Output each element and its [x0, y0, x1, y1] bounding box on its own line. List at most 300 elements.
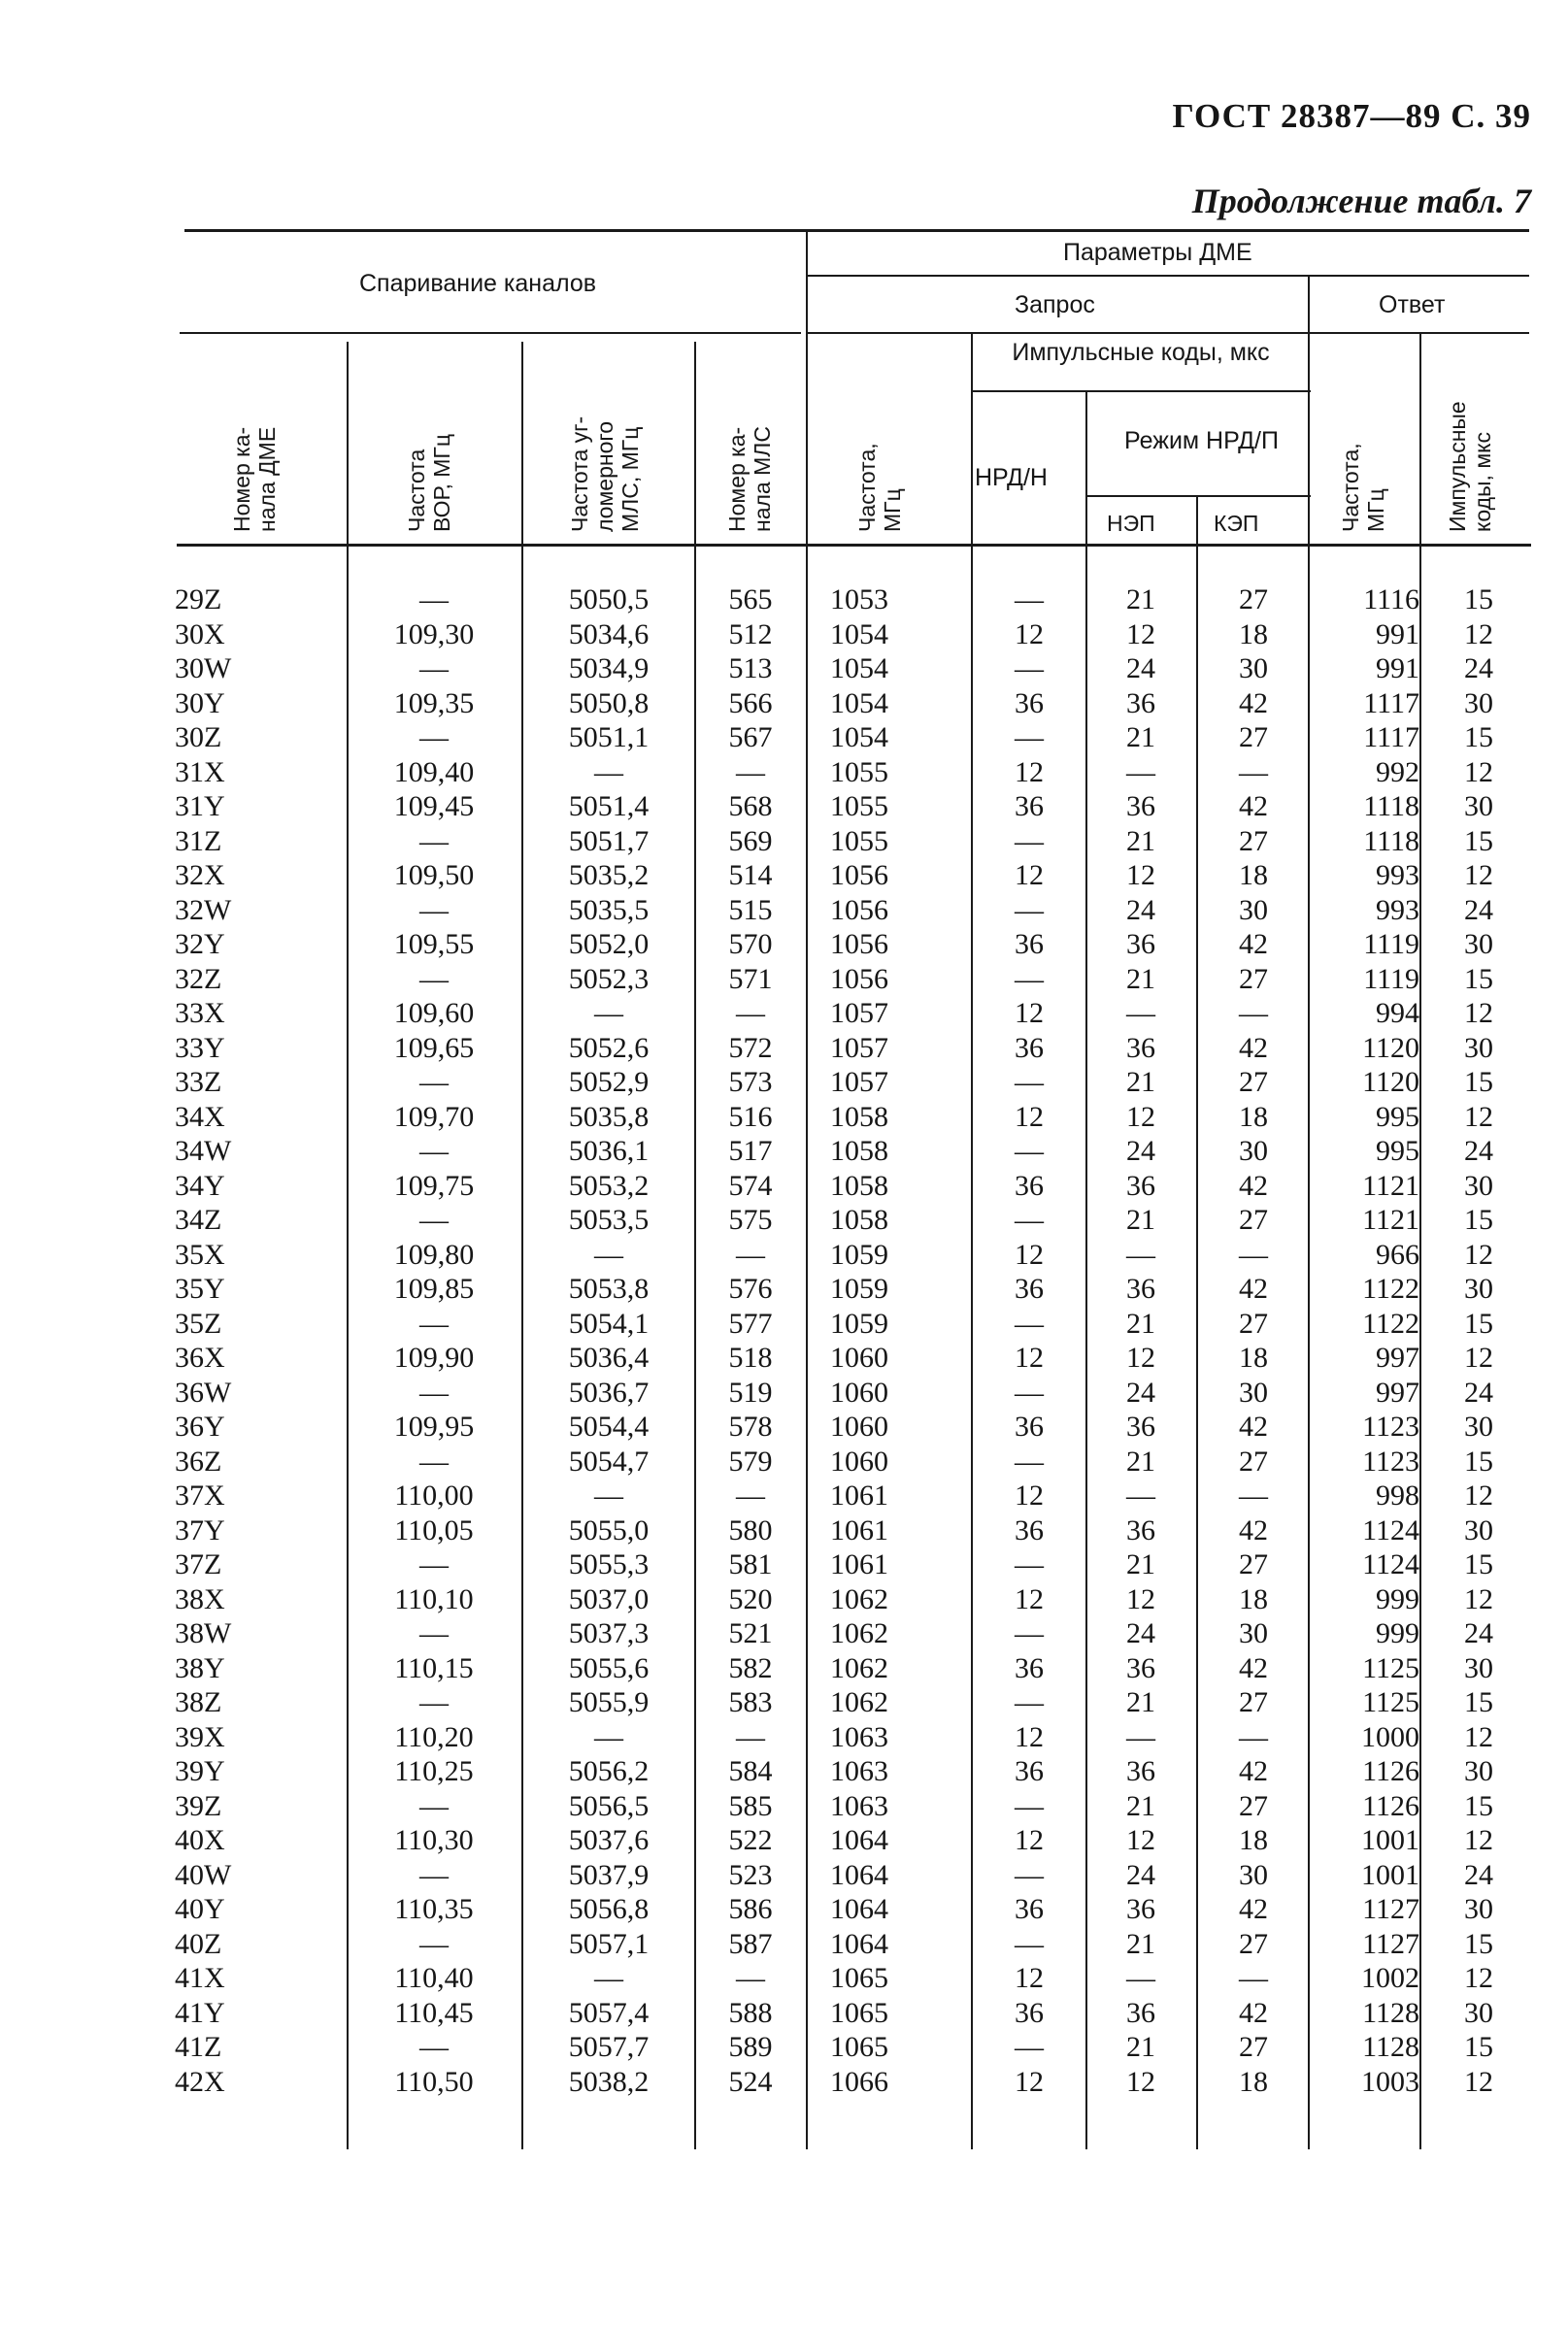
request-freq-cell: 1057 [830, 1031, 888, 1064]
request-freq-cell: 1066 [830, 2065, 888, 2098]
request-freq-cell: 1060 [830, 1342, 888, 1374]
nep-code-cell: — [1126, 755, 1155, 788]
vor-freq-cell: 109,65 [393, 1031, 475, 1064]
dme-channel-cell: 35X [175, 1238, 225, 1271]
reply-code-cell: 30 [1464, 1513, 1493, 1546]
nep-code-cell: 36 [1126, 1996, 1155, 2029]
reply-code-cell: 15 [1464, 1548, 1493, 1580]
mls-channel-cell: 519 [728, 1376, 773, 1409]
mls-angle-freq-cell: — [594, 1720, 623, 1753]
nrd-n-code-cell: 12 [1015, 2065, 1044, 2098]
request-freq-cell: 1064 [830, 1824, 888, 1856]
nep-code-cell: 21 [1126, 583, 1155, 615]
rule-header-bottom [177, 544, 1531, 547]
mls-angle-freq-cell: 5052,0 [568, 928, 650, 960]
reply-code-cell: 15 [1464, 1204, 1493, 1236]
reply-code-cell: 15 [1464, 1927, 1493, 1960]
table-row [0, 1823, 1568, 1858]
vor-freq-cell: 110,25 [394, 1755, 474, 1787]
nep-code-cell: 36 [1126, 1273, 1155, 1305]
mls-channel-cell: 576 [728, 1273, 773, 1305]
request-freq-cell: 1057 [830, 1066, 888, 1098]
mls-angle-freq-cell: 5036,1 [568, 1135, 650, 1167]
mls-channel-cell: — [736, 755, 765, 788]
mls-angle-freq-cell: 5053,5 [568, 1204, 650, 1236]
nrd-n-code-cell: — [1015, 583, 1044, 615]
reply-freq-cell: 1121 [1362, 1204, 1419, 1236]
header-col-reply-freq: Частота, МГц [1338, 443, 1388, 532]
table-row [0, 1858, 1568, 1893]
nep-code-cell: 12 [1126, 1100, 1155, 1133]
reply-code-cell: 30 [1464, 1651, 1493, 1684]
vor-freq-cell: — [419, 1686, 449, 1718]
vor-freq-cell: — [419, 1204, 449, 1236]
kep-code-cell: 42 [1239, 1169, 1268, 1202]
mls-angle-freq-cell: 5035,5 [568, 893, 650, 926]
request-freq-cell: 1061 [830, 1479, 888, 1512]
vor-freq-cell: — [419, 1135, 449, 1167]
dme-channel-cell: 37Y [175, 1513, 225, 1546]
table-caption: Продолжение табл. 7 [1191, 182, 1531, 220]
reply-freq-cell: 1120 [1362, 1066, 1419, 1098]
nep-code-cell: 12 [1126, 859, 1155, 891]
nrd-n-code-cell: 36 [1015, 1651, 1044, 1684]
table-row [0, 2065, 1568, 2100]
mls-channel-cell: 517 [728, 1135, 773, 1167]
request-freq-cell: 1063 [830, 1755, 888, 1787]
table-row [0, 962, 1568, 997]
reply-code-cell: 12 [1464, 1824, 1493, 1856]
mls-angle-freq-cell: — [594, 1479, 623, 1512]
reply-freq-cell: 1001 [1361, 1858, 1419, 1891]
mls-channel-cell: 584 [728, 1755, 773, 1787]
vor-freq-cell: 110,45 [394, 1996, 474, 2029]
table-row [0, 1169, 1568, 1204]
reply-code-cell: 15 [1464, 824, 1493, 857]
vor-freq-cell: 109,45 [393, 790, 475, 822]
kep-code-cell: 30 [1239, 1376, 1268, 1409]
table-row [0, 1616, 1568, 1651]
nep-code-cell: 12 [1126, 1824, 1155, 1856]
reply-freq-cell: 1118 [1363, 824, 1419, 857]
nep-code-cell: 36 [1126, 790, 1155, 822]
dme-channel-cell: 37Z [175, 1548, 222, 1580]
mls-angle-freq-cell: 5051,7 [568, 824, 650, 857]
table-row [0, 1582, 1568, 1617]
dme-channel-cell: 38Y [175, 1651, 225, 1684]
mls-channel-cell: 571 [728, 962, 773, 995]
reply-code-cell: 12 [1464, 1342, 1493, 1374]
kep-code-cell: 27 [1239, 1927, 1268, 1960]
reply-freq-cell: 1128 [1362, 1996, 1419, 2029]
reply-freq-cell: 1127 [1362, 1927, 1419, 1960]
table-row [0, 1547, 1568, 1582]
nep-code-cell: — [1126, 1962, 1155, 1994]
table-row [0, 1410, 1568, 1445]
header-nep: НЭП [1107, 511, 1155, 536]
nep-code-cell: 21 [1126, 2031, 1155, 2063]
nep-code-cell: 12 [1126, 617, 1155, 650]
dme-channel-cell: 33Y [175, 1031, 225, 1064]
dme-channel-cell: 35Z [175, 1307, 222, 1340]
vor-freq-cell: — [419, 2031, 449, 2063]
dme-channel-cell: 30Y [175, 686, 225, 719]
mls-channel-cell: 518 [728, 1342, 773, 1374]
table-row [0, 996, 1568, 1031]
dme-channel-cell: 41Y [175, 1996, 225, 2029]
header-pairing: Спаривание каналов [359, 270, 597, 297]
vor-freq-cell: 109,70 [393, 1100, 475, 1133]
mls-channel-cell: 515 [728, 893, 773, 926]
mls-angle-freq-cell: 5038,2 [568, 2065, 650, 2098]
dme-channel-cell: 29Z [175, 583, 222, 615]
mls-angle-freq-cell: 5052,6 [568, 1031, 650, 1064]
kep-code-cell: — [1239, 1238, 1268, 1271]
table-row [0, 927, 1568, 962]
reply-freq-cell: 1001 [1361, 1824, 1419, 1856]
mls-channel-cell: — [736, 1720, 765, 1753]
kep-code-cell: 18 [1239, 1100, 1268, 1133]
kep-code-cell: 42 [1239, 1273, 1268, 1305]
vor-freq-cell: — [419, 721, 449, 753]
nrd-n-code-cell: 36 [1015, 1755, 1044, 1787]
nrd-n-code-cell: 12 [1015, 1479, 1044, 1512]
reply-freq-cell: 1126 [1362, 1789, 1419, 1822]
header-col-reply-codes: Импульсные коды, мкс [1445, 401, 1495, 532]
vor-freq-cell: — [419, 1307, 449, 1340]
dme-channel-cell: 38Z [175, 1686, 222, 1718]
nrd-n-code-cell: — [1015, 1135, 1044, 1167]
dme-channel-cell: 41X [175, 1962, 225, 1994]
reply-code-cell: 12 [1464, 617, 1493, 650]
mls-channel-cell: 569 [728, 824, 773, 857]
mls-channel-cell: 589 [728, 2031, 773, 2063]
table-row [0, 1134, 1568, 1169]
reply-code-cell: 30 [1464, 1031, 1493, 1064]
request-freq-cell: 1062 [830, 1686, 888, 1718]
kep-code-cell: 30 [1239, 893, 1268, 926]
reply-code-cell: 12 [1464, 997, 1493, 1029]
mls-angle-freq-cell: 5054,7 [568, 1445, 650, 1478]
mls-angle-freq-cell: 5054,1 [568, 1307, 650, 1340]
nep-code-cell: 24 [1126, 1376, 1155, 1409]
reply-code-cell: 24 [1464, 652, 1493, 684]
nep-code-cell: 36 [1126, 1169, 1155, 1202]
nrd-n-code-cell: 12 [1015, 1824, 1044, 1856]
reply-freq-cell: 1002 [1361, 1962, 1419, 1994]
nrd-n-code-cell: 36 [1015, 1169, 1044, 1202]
kep-code-cell: 27 [1239, 1066, 1268, 1098]
nrd-n-code-cell: — [1015, 1204, 1044, 1236]
mls-angle-freq-cell: 5051,1 [568, 721, 650, 753]
dme-channel-cell: 39X [175, 1720, 225, 1753]
mls-angle-freq-cell: 5055,3 [568, 1548, 650, 1580]
nrd-n-code-cell: — [1015, 1307, 1044, 1340]
dme-channel-cell: 41Z [175, 2031, 222, 2063]
vor-freq-cell: 110,50 [394, 2065, 474, 2098]
nep-code-cell: 24 [1126, 652, 1155, 684]
kep-code-cell: 27 [1239, 721, 1268, 753]
vor-freq-cell: — [419, 652, 449, 684]
table-row [0, 617, 1568, 652]
request-freq-cell: 1053 [830, 583, 888, 615]
vor-freq-cell: 109,35 [393, 686, 475, 719]
request-freq-cell: 1060 [830, 1445, 888, 1478]
reply-freq-cell: 1120 [1362, 1031, 1419, 1064]
vor-freq-cell: — [419, 1066, 449, 1098]
vor-freq-cell: 110,20 [394, 1720, 474, 1753]
rule-pulse-under [971, 390, 1311, 392]
header-col-vor-freq: Частота ВОР, МГц [404, 433, 454, 532]
reply-code-cell: 12 [1464, 1238, 1493, 1271]
mls-angle-freq-cell: 5037,9 [568, 1858, 650, 1891]
kep-code-cell: 27 [1239, 1445, 1268, 1478]
request-freq-cell: 1064 [830, 1858, 888, 1891]
nrd-n-code-cell: — [1015, 824, 1044, 857]
mls-angle-freq-cell: 5036,7 [568, 1376, 650, 1409]
nrd-n-code-cell: 12 [1015, 997, 1044, 1029]
request-freq-cell: 1063 [830, 1720, 888, 1753]
table-row [0, 1996, 1568, 2031]
mls-channel-cell: 524 [728, 2065, 773, 2098]
vor-freq-cell: 109,55 [393, 928, 475, 960]
reply-freq-cell: 997 [1376, 1342, 1419, 1374]
table-row [0, 1754, 1568, 1789]
request-freq-cell: 1065 [830, 1996, 888, 2029]
reply-code-cell: 30 [1464, 1996, 1493, 2029]
kep-code-cell: — [1239, 1962, 1268, 1994]
mls-angle-freq-cell: 5050,8 [568, 686, 650, 719]
reply-code-cell: 12 [1464, 1962, 1493, 1994]
table-row [0, 1272, 1568, 1307]
reply-freq-cell: 1121 [1362, 1169, 1419, 1202]
mls-channel-cell: 522 [728, 1824, 773, 1856]
dme-channel-cell: 42X [175, 2065, 225, 2098]
mls-angle-freq-cell: — [594, 1238, 623, 1271]
mls-channel-cell: 570 [728, 928, 773, 960]
nrd-n-code-cell: 12 [1015, 1720, 1044, 1753]
nrd-n-code-cell: 12 [1015, 1342, 1044, 1374]
reply-freq-cell: 1003 [1361, 2065, 1419, 2098]
header-nrd-n: НРД/Н [975, 464, 1048, 491]
vor-freq-cell: 110,30 [394, 1824, 474, 1856]
nep-code-cell: 21 [1126, 962, 1155, 995]
reply-code-cell: 12 [1464, 1720, 1493, 1753]
nep-code-cell: — [1126, 997, 1155, 1029]
nrd-n-code-cell: — [1015, 1548, 1044, 1580]
mls-channel-cell: 586 [728, 1893, 773, 1925]
nrd-n-code-cell: — [1015, 962, 1044, 995]
nrd-n-code-cell: — [1015, 1445, 1044, 1478]
mls-channel-cell: — [736, 1479, 765, 1512]
nrd-n-code-cell: — [1015, 1927, 1044, 1960]
request-freq-cell: 1060 [830, 1376, 888, 1409]
reply-freq-cell: 1122 [1362, 1307, 1419, 1340]
kep-code-cell: 30 [1239, 1135, 1268, 1167]
kep-code-cell: 30 [1239, 652, 1268, 684]
nrd-n-code-cell: 12 [1015, 859, 1044, 891]
dme-channel-cell: 30X [175, 617, 225, 650]
nep-code-cell: 24 [1126, 1135, 1155, 1167]
nrd-n-code-cell: 12 [1015, 1962, 1044, 1994]
table-row [0, 686, 1568, 721]
header-kep: КЭП [1214, 511, 1259, 536]
vor-freq-cell: — [419, 1548, 449, 1580]
mls-angle-freq-cell: 5057,4 [568, 1996, 650, 2029]
vor-freq-cell: 110,10 [394, 1582, 474, 1615]
reply-freq-cell: 1127 [1362, 1893, 1419, 1925]
nep-code-cell: 36 [1126, 1755, 1155, 1787]
vor-freq-cell: — [419, 1789, 449, 1822]
nep-code-cell: 36 [1126, 928, 1155, 960]
table-row [0, 1479, 1568, 1513]
mls-angle-freq-cell: 5053,8 [568, 1273, 650, 1305]
request-freq-cell: 1058 [830, 1100, 888, 1133]
table-row [0, 1307, 1568, 1342]
reply-code-cell: 24 [1464, 1858, 1493, 1891]
request-freq-cell: 1056 [830, 928, 888, 960]
mls-angle-freq-cell: 5050,5 [568, 583, 650, 615]
mls-angle-freq-cell: 5052,3 [568, 962, 650, 995]
request-freq-cell: 1058 [830, 1135, 888, 1167]
reply-freq-cell: 966 [1376, 1238, 1419, 1271]
mls-channel-cell: 512 [728, 617, 773, 650]
reply-freq-cell: 992 [1376, 755, 1419, 788]
reply-code-cell: 15 [1464, 1307, 1493, 1340]
kep-code-cell: 18 [1239, 1824, 1268, 1856]
dme-channel-cell: 40Z [175, 1927, 222, 1960]
dme-channel-cell: 37X [175, 1479, 225, 1512]
kep-code-cell: 27 [1239, 824, 1268, 857]
mls-channel-cell: 514 [728, 859, 773, 891]
reply-freq-cell: 1119 [1363, 928, 1419, 960]
reply-freq-cell: 991 [1376, 652, 1419, 684]
nep-code-cell: 21 [1126, 1204, 1155, 1236]
reply-code-cell: 24 [1464, 1376, 1493, 1409]
request-freq-cell: 1064 [830, 1927, 888, 1960]
reply-code-cell: 30 [1464, 790, 1493, 822]
reply-freq-cell: 1125 [1362, 1686, 1419, 1718]
mls-angle-freq-cell: 5053,2 [568, 1169, 650, 1202]
request-freq-cell: 1059 [830, 1307, 888, 1340]
dme-channel-cell: 40W [175, 1858, 232, 1891]
table-row [0, 2030, 1568, 2065]
vor-freq-cell: 110,00 [394, 1479, 474, 1512]
vor-freq-cell: 109,95 [393, 1411, 475, 1443]
reply-code-cell: 30 [1464, 1273, 1493, 1305]
header-pulse-codes: Импульсные коды, мкс [1012, 339, 1270, 366]
mls-channel-cell: 575 [728, 1204, 773, 1236]
reply-code-cell: 30 [1464, 1893, 1493, 1925]
mls-channel-cell: 583 [728, 1686, 773, 1718]
mls-channel-cell: 585 [728, 1789, 773, 1822]
request-freq-cell: 1055 [830, 790, 888, 822]
table-row [0, 582, 1568, 617]
nep-code-cell: 21 [1126, 1307, 1155, 1340]
kep-code-cell: — [1239, 755, 1268, 788]
nep-code-cell: 12 [1126, 1582, 1155, 1615]
vor-freq-cell: 109,75 [393, 1169, 475, 1202]
reply-code-cell: 12 [1464, 1479, 1493, 1512]
nrd-n-code-cell: — [1015, 1686, 1044, 1718]
nrd-n-code-cell: 12 [1015, 617, 1044, 650]
mls-angle-freq-cell: — [594, 997, 623, 1029]
reply-freq-cell: 1122 [1362, 1273, 1419, 1305]
nep-code-cell: — [1126, 1720, 1155, 1753]
vor-freq-cell: 109,60 [393, 997, 475, 1029]
nep-code-cell: — [1126, 1238, 1155, 1271]
header-col-req-freq: Частота, МГц [854, 443, 905, 532]
reply-freq-cell: 1000 [1361, 1720, 1419, 1753]
reply-code-cell: 30 [1464, 1169, 1493, 1202]
nep-code-cell: 12 [1126, 1342, 1155, 1374]
request-freq-cell: 1054 [830, 721, 888, 753]
mls-channel-cell: 572 [728, 1031, 773, 1064]
table-row [0, 1203, 1568, 1238]
kep-code-cell: 42 [1239, 686, 1268, 719]
nrd-n-code-cell: 12 [1015, 1582, 1044, 1615]
reply-code-cell: 24 [1464, 1135, 1493, 1167]
table-row [0, 1100, 1568, 1135]
reply-freq-cell: 993 [1376, 859, 1419, 891]
dme-channel-cell: 31Y [175, 790, 225, 822]
request-freq-cell: 1056 [830, 893, 888, 926]
mls-angle-freq-cell: 5037,3 [568, 1617, 650, 1649]
nep-code-cell: 21 [1126, 1066, 1155, 1098]
reply-code-cell: 30 [1464, 1411, 1493, 1443]
reply-freq-cell: 1124 [1362, 1548, 1419, 1580]
nrd-n-code-cell: 36 [1015, 1031, 1044, 1064]
reply-code-cell: 15 [1464, 1686, 1493, 1718]
reply-freq-cell: 995 [1376, 1135, 1419, 1167]
nrd-n-code-cell: 12 [1015, 1238, 1044, 1271]
table-row [0, 720, 1568, 755]
kep-code-cell: 30 [1239, 1617, 1268, 1649]
table-row [0, 1513, 1568, 1548]
vor-freq-cell: — [419, 893, 449, 926]
reply-freq-cell: 1126 [1362, 1755, 1419, 1787]
reply-freq-cell: 997 [1376, 1376, 1419, 1409]
vor-freq-cell: — [419, 1927, 449, 1960]
kep-code-cell: 27 [1239, 1789, 1268, 1822]
nrd-n-code-cell: — [1015, 721, 1044, 753]
table-row [0, 1685, 1568, 1720]
dme-channel-cell: 34W [175, 1135, 232, 1167]
request-freq-cell: 1059 [830, 1273, 888, 1305]
mls-angle-freq-cell: 5054,4 [568, 1411, 650, 1443]
nrd-n-code-cell: 36 [1015, 1411, 1044, 1443]
nrd-n-code-cell: 36 [1015, 1513, 1044, 1546]
dme-channel-cell: 38X [175, 1582, 225, 1615]
kep-code-cell: 18 [1239, 1582, 1268, 1615]
request-freq-cell: 1059 [830, 1238, 888, 1271]
mls-channel-cell: — [736, 1238, 765, 1271]
table-row [0, 858, 1568, 893]
nrd-n-code-cell: — [1015, 2031, 1044, 2063]
reply-freq-cell: 998 [1376, 1479, 1419, 1512]
reply-code-cell: 15 [1464, 1066, 1493, 1098]
reply-freq-cell: 1116 [1363, 583, 1419, 615]
request-freq-cell: 1063 [830, 1789, 888, 1822]
mls-channel-cell: 565 [728, 583, 773, 615]
dme-channel-cell: 33X [175, 997, 225, 1029]
vor-freq-cell: 109,30 [393, 617, 475, 650]
mls-angle-freq-cell: 5036,4 [568, 1342, 650, 1374]
nep-code-cell: 24 [1126, 1617, 1155, 1649]
request-freq-cell: 1062 [830, 1651, 888, 1684]
table-row [0, 789, 1568, 824]
mls-channel-cell: 513 [728, 652, 773, 684]
